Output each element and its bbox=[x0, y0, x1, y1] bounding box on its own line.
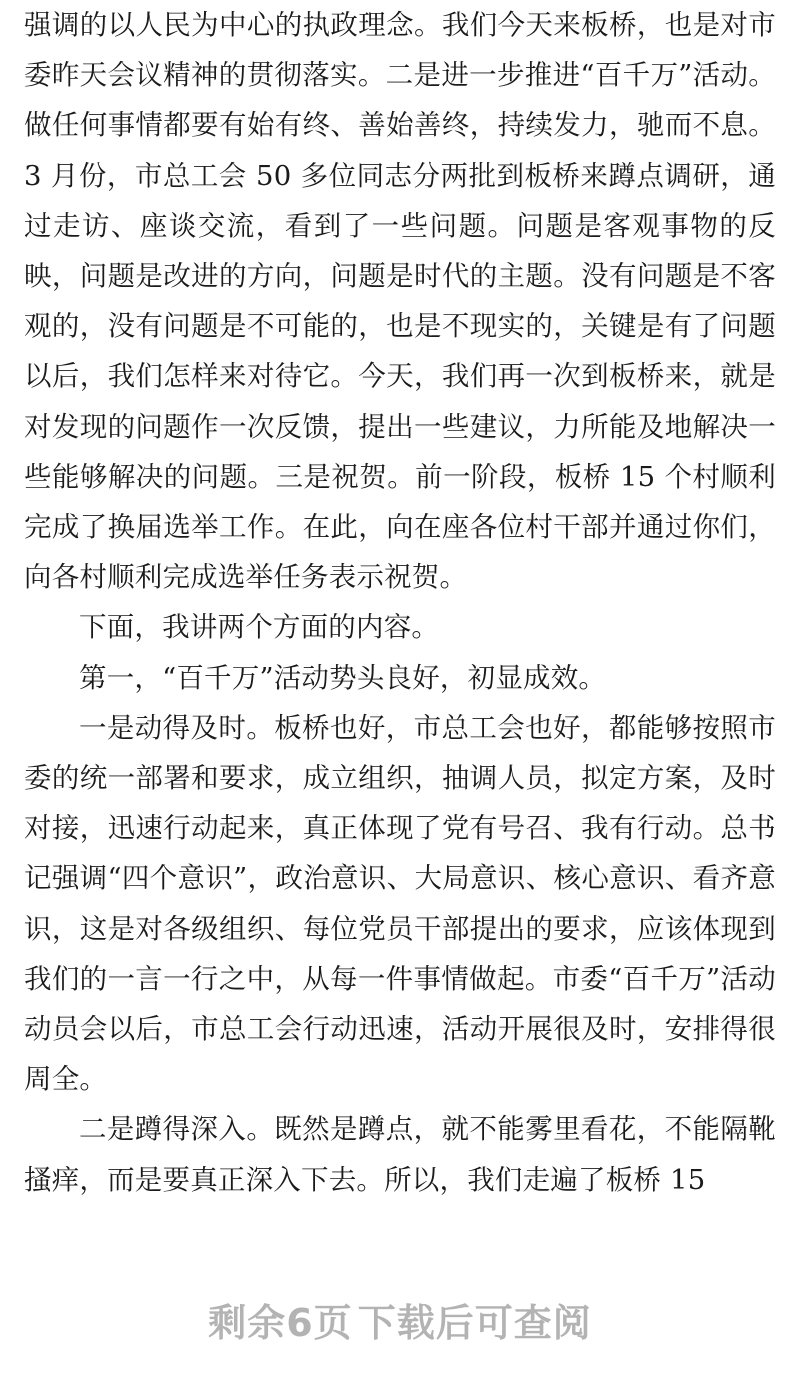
paragraph-4: 二是蹲得深入。既然是蹲点，就不能雾里看花，不能隔靴搔痒，而是要真正深入下去。所以，我们走遍了板桥 15 bbox=[24, 1113, 776, 1196]
download-prompt[interactable] bbox=[0, 1292, 800, 1352]
paragraph-0: 强调的以人民为中心的执政理念。我们今天来板桥，也是对市委昨天会议精神的贯彻落实。二是进一步推进“百千万”活动。做任何事情都要有始有终、善始善终，持续发力，驰而不息。3 月份，市总工会 50 多位同志分两批到板桥来蹲点调研，通过走访、座谈交流，看到了一些问题。问题是客观事物的反映，问题是改进的方向，问题是时代的主题。没有问题是不客观的，没有问题是不可能的，也是不现实的，关键是有了问题以后，我们怎样来对待它。今天，我们再一次到板桥来，就是对发现的问题作一次反馈，提出一些建议，力所能及地解决一些能够解决的问题。三是祝贺。前一阶段，板桥 15 个村顺利完成了换届选举工作。在此，向在座各位村干部并通过你们，向各村顺利完成选举任务表示祝贺。 bbox=[24, 9, 776, 594]
paragraph-3: 一是动得及时。板桥也好，市总工会也好，都能够按照市委的统一部署和要求，成立组织，抽调人员，拟定方案，及时对接，迅速行动起来，真正体现了党有号召、我有行动。总书记强调“四个意识”，政治意识、大局意识、核心意识、看齐意识，这是对各级组织、每位党员干部提出的要求，应该体现到我们的一言一行之中，从每一件事情做起。市委“百千万”活动动员会以后，市总工会行动迅速，活动开展很及时，安排得很周全。 bbox=[24, 711, 776, 1096]
paragraph-2: 第一，“百千万”活动势头良好，初显成效。 bbox=[79, 661, 607, 694]
download-to-view-text[interactable]: 下载后可查阅 bbox=[357, 1301, 592, 1345]
paragraph-1: 下面，我讲两个方面的内容。 bbox=[79, 611, 440, 644]
document-page bbox=[24, 0, 776, 1230]
remaining-pages-text: 剩余6页 bbox=[208, 1301, 353, 1345]
